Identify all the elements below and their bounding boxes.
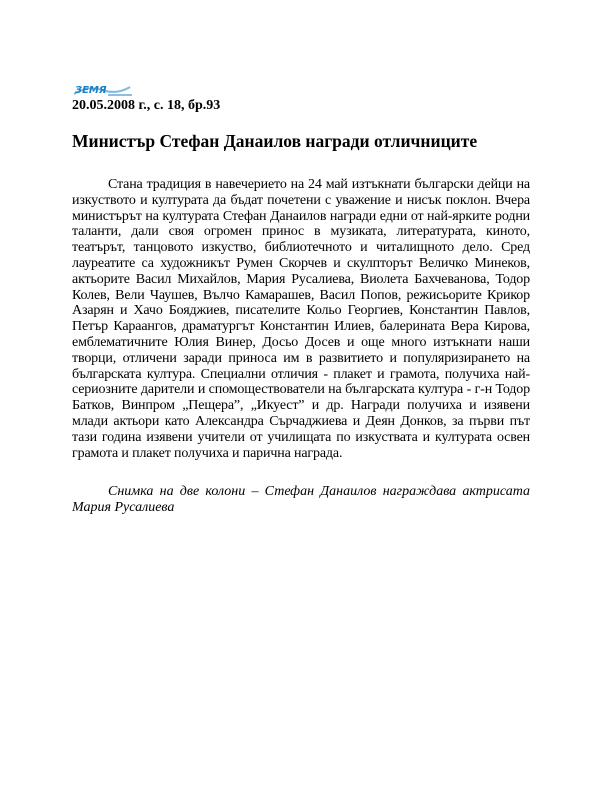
article-body-paragraph: Стана традиция в навечерието на 24 май изтъкнати български дейци на изкуството и културата да бъдат почетени с уважение и нисък поклон. Вчера министърът на културата Стефан Данаилов награди едни от най-ярките родни таланти, дали своя огромен принос в музиката, литературата, киното, театърът, танцовото изкуство, библиотечното и читалищното дело. Сред лауреатите са художникът Румен Скорчев и скулпторът Величко Минеков, актьорите Васил Михайлов, Мария Русалиева, Виолета Бахчеванова, Тодор Колев, Вели Чаушев, Вълчо Камарашев, Васил Попов, режисьорите Крикор Азарян и Хачо Бояджиев, писателите Кольо Георгиев, Константин Павлов, Петър Караангов, драматургът Константин Илиев, балерината Вера Кирова, емблематичните Юлия Винер, Досьо Досев и още много изтъкнати наши творци, отличени заради приноса им в развитието и популяризирането на българската култура. Специални отличия - плакет и грамота, получиха най-сериозните дарители и спомоществователи на българската култура - г-н Тодор Батков, Винпром „Пещера”, „Икуест” и др. Награди получиха и изявени млади актьори като Александра Сърчаджиева и Деян Донков, за първи път тази година изявени учители от училищата по изкуствата и културата освен грамота и плакет получиха и парична награда. — [72, 177, 530, 461]
zemya-newspaper-logo — [72, 82, 134, 98]
photo-caption: Снимка на две колони – Стефан Данаилов награждава актрисата Мария Русалиева — [72, 484, 530, 515]
zemya-logo-text: ЗЕМЯ — [75, 85, 107, 96]
zemya-logo-graphic — [72, 82, 134, 98]
article-headline: Министър Стефан Данаилов награди отличниците — [72, 131, 478, 151]
publication-date-issue: 20.05.2008 г., с. 18, бр.93 — [72, 98, 221, 113]
